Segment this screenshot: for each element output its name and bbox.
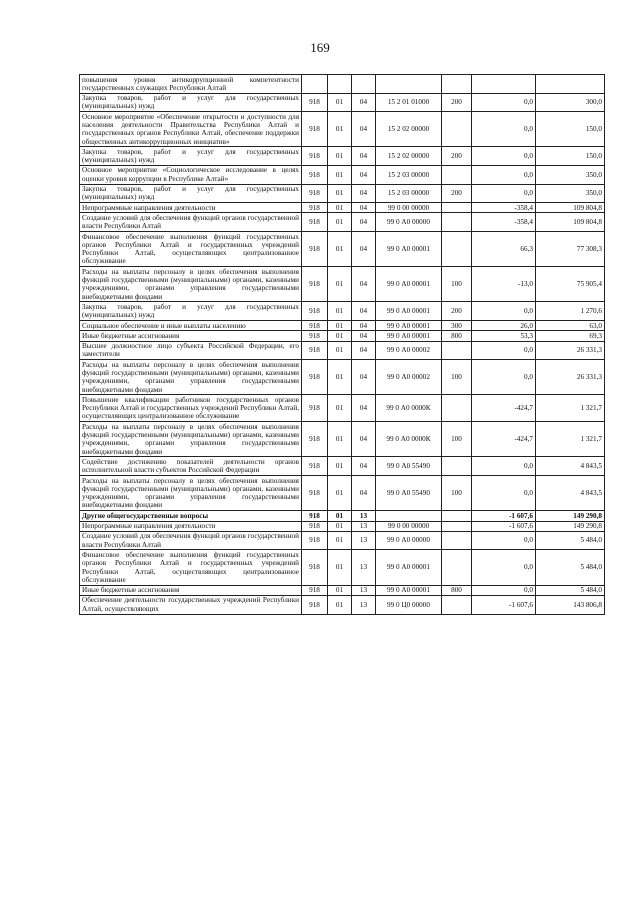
change-amount: 0,0	[472, 550, 536, 585]
expense-type-code	[442, 203, 472, 213]
expense-type-code: 300	[442, 321, 472, 331]
total-amount: 149 290,8	[536, 521, 605, 531]
total-amount: 1 321,7	[536, 422, 605, 457]
expense-type-code: 200	[442, 184, 472, 203]
change-amount: 66,3	[472, 232, 536, 267]
section-code: 01	[328, 213, 352, 232]
total-amount: 4 843,5	[536, 457, 605, 476]
administrator-code: 918	[302, 93, 328, 112]
total-amount: 350,0	[536, 184, 605, 203]
row-name: Иные бюджетные ассигнования	[80, 585, 302, 595]
administrator-code: 918	[302, 203, 328, 213]
total-amount: 5 484,0	[536, 531, 605, 550]
total-amount: 350,0	[536, 165, 605, 184]
administrator-code: 918	[302, 422, 328, 457]
total-amount: 149 290,8	[536, 511, 605, 521]
subsection-code: 04	[352, 395, 376, 422]
total-amount: 26 331,3	[536, 341, 605, 360]
expense-type-code: 200	[442, 147, 472, 166]
section-code: 01	[328, 395, 352, 422]
row-name: Непрограммные направления деятельности	[80, 203, 302, 213]
section-code: 01	[328, 302, 352, 321]
change-amount: 0,0	[472, 341, 536, 360]
expense-type-code	[442, 595, 472, 614]
target-article-code: 99 0 00 00000	[376, 203, 442, 213]
section-code: 01	[328, 422, 352, 457]
table-row	[80, 550, 605, 585]
table-row	[80, 321, 605, 331]
expense-type-code	[442, 165, 472, 184]
administrator-code: 918	[302, 550, 328, 585]
administrator-code: 918	[302, 112, 328, 147]
section-code: 01	[328, 531, 352, 550]
change-amount: 0,0	[472, 147, 536, 166]
change-amount: 0,0	[472, 457, 536, 476]
change-amount: 0,0	[472, 184, 536, 203]
table-row	[80, 341, 605, 360]
change-amount: 0,0	[472, 585, 536, 595]
total-amount: 5 484,0	[536, 550, 605, 585]
row-name: Создание условий для обеспечения функций органов государственной власти Республики Алтай	[80, 531, 302, 550]
total-amount: 5 484,0	[536, 585, 605, 595]
section-code: 01	[328, 112, 352, 147]
table-body	[80, 75, 605, 615]
change-amount: 0,0	[472, 531, 536, 550]
table-row	[80, 360, 605, 395]
target-article-code: 99 0 А0 00002	[376, 341, 442, 360]
subsection-code: 04	[352, 302, 376, 321]
target-article-code: 99 0 А0 00000	[376, 213, 442, 232]
table-row	[80, 165, 605, 184]
total-amount: 26 331,3	[536, 360, 605, 395]
table-row	[80, 267, 605, 302]
target-article-code: 15 2 03 00000	[376, 184, 442, 203]
table-row	[80, 147, 605, 166]
subsection-code: 04	[352, 93, 376, 112]
subsection-code: 13	[352, 521, 376, 531]
total-amount: 300,0	[536, 93, 605, 112]
change-amount	[472, 75, 536, 94]
table-row	[80, 232, 605, 267]
administrator-code: 918	[302, 331, 328, 341]
expense-type-code	[442, 112, 472, 147]
row-name: Финансовое обеспечение выполнения функций государственных органов Республики Алтай и государственных учреждений Республики Алтай, осуществляющих централизованное обслуживание	[80, 232, 302, 267]
subsection-code: 04	[352, 267, 376, 302]
section-code: 01	[328, 511, 352, 521]
total-amount: 150,0	[536, 147, 605, 166]
row-name: Содействие достижению показателей деятельности органов исполнительной власти субъектов Российской Федерации	[80, 457, 302, 476]
table-row	[80, 476, 605, 511]
expense-type-code	[442, 531, 472, 550]
administrator-code: 918	[302, 585, 328, 595]
total-amount: 4 843,5	[536, 476, 605, 511]
table-row	[80, 422, 605, 457]
row-name: Финансовое обеспечение выполнения функций государственных органов Республики Алтай и государственных учреждений Республики Алтай, осуществляющих централизованное обслуживание	[80, 550, 302, 585]
total-amount: 150,0	[536, 112, 605, 147]
total-amount: 77 308,3	[536, 232, 605, 267]
change-amount: 26,0	[472, 321, 536, 331]
administrator-code: 918	[302, 267, 328, 302]
row-name: Закупка товаров, работ и услуг для государственных (муниципальных) нужд	[80, 184, 302, 203]
subsection-code: 04	[352, 321, 376, 331]
row-name: Закупка товаров, работ и услуг для государственных (муниципальных) нужд	[80, 147, 302, 166]
subsection-code: 04	[352, 184, 376, 203]
row-name: Основное мероприятие «Социологическое исследование в целях оценки уровня коррупции в Республике Алтай»	[80, 165, 302, 184]
table-row	[80, 395, 605, 422]
subsection-code: 04	[352, 360, 376, 395]
row-name: повышения уровня антикоррупционной компетентности государственных служащих Республики Алтай	[80, 75, 302, 94]
expense-type-code	[442, 550, 472, 585]
subsection-code: 04	[352, 422, 376, 457]
target-article-code: 15 2 01 01000	[376, 93, 442, 112]
administrator-code: 918	[302, 511, 328, 521]
expense-type-code: 200	[442, 93, 472, 112]
target-article-code: 99 0 А0 00001	[376, 331, 442, 341]
table-row	[80, 585, 605, 595]
expense-type-code: 800	[442, 585, 472, 595]
total-amount: 1 321,7	[536, 395, 605, 422]
target-article-code: 15 2 03 00000	[376, 165, 442, 184]
target-article-code: 15 2 02 00000	[376, 147, 442, 166]
expense-type-code: 800	[442, 331, 472, 341]
administrator-code: 918	[302, 213, 328, 232]
section-code: 01	[328, 165, 352, 184]
administrator-code	[302, 75, 328, 94]
change-amount: -424,7	[472, 395, 536, 422]
row-name: Расходы на выплаты персоналу в целях обеспечения выполнения функций государственными (муниципальными) органами, казенными учреждениями, органами управления государственными внебюджетными фондами	[80, 267, 302, 302]
row-name: Закупка товаров, работ и услуг для государственных (муниципальных) нужд	[80, 93, 302, 112]
section-code: 01	[328, 232, 352, 267]
target-article-code	[376, 511, 442, 521]
total-amount: 109 804,8	[536, 203, 605, 213]
total-amount	[536, 75, 605, 94]
expense-type-code	[442, 75, 472, 94]
row-name: Закупка товаров, работ и услуг для государственных (муниципальных) нужд	[80, 302, 302, 321]
total-amount: 143 806,8	[536, 595, 605, 614]
expense-type-code	[442, 232, 472, 267]
change-amount: 0,0	[472, 93, 536, 112]
total-amount: 69,3	[536, 331, 605, 341]
table-row	[80, 213, 605, 232]
administrator-code: 918	[302, 232, 328, 267]
table-row	[80, 203, 605, 213]
target-article-code: 99 0 А0 00002	[376, 360, 442, 395]
table-row	[80, 302, 605, 321]
change-amount: 0,0	[472, 360, 536, 395]
administrator-code: 918	[302, 321, 328, 331]
row-name: Расходы на выплаты персоналу в целях обеспечения выполнения функций государственными (муниципальными) органами, казенными учреждениями, органами управления государственными внебюджетными фондами	[80, 476, 302, 511]
row-name: Высшее должностное лицо субъекта Российской Федерации, его заместители	[80, 341, 302, 360]
expense-type-code	[442, 521, 472, 531]
expense-type-code: 100	[442, 360, 472, 395]
administrator-code: 918	[302, 457, 328, 476]
target-article-code: 99 0 Ц0 00000	[376, 595, 442, 614]
expense-type-code	[442, 341, 472, 360]
table-row	[80, 511, 605, 521]
row-name: Обеспечение деятельности государственных учреждений Республики Алтай, осуществляющих	[80, 595, 302, 614]
administrator-code: 918	[302, 595, 328, 614]
subsection-code: 04	[352, 213, 376, 232]
change-amount: -424,7	[472, 422, 536, 457]
change-amount: 0,0	[472, 112, 536, 147]
table-row	[80, 457, 605, 476]
table-row	[80, 93, 605, 112]
change-amount: -1 607,6	[472, 511, 536, 521]
section-code: 01	[328, 360, 352, 395]
section-code: 01	[328, 521, 352, 531]
expense-type-code: 200	[442, 302, 472, 321]
change-amount: -1 607,6	[472, 595, 536, 614]
target-article-code: 15 2 02 00000	[376, 112, 442, 147]
section-code: 01	[328, 595, 352, 614]
subsection-code: 13	[352, 511, 376, 521]
table-row	[80, 595, 605, 614]
section-code: 01	[328, 147, 352, 166]
subsection-code: 13	[352, 531, 376, 550]
row-name: Непрограммные направления деятельности	[80, 521, 302, 531]
subsection-code: 04	[352, 147, 376, 166]
section-code: 01	[328, 184, 352, 203]
administrator-code: 918	[302, 360, 328, 395]
expense-type-code: 100	[442, 422, 472, 457]
subsection-code: 04	[352, 232, 376, 267]
section-code: 01	[328, 550, 352, 585]
target-article-code: 99 0 А0 55490	[376, 476, 442, 511]
subsection-code: 04	[352, 457, 376, 476]
subsection-code: 04	[352, 165, 376, 184]
administrator-code: 918	[302, 395, 328, 422]
target-article-code: 99 0 А0 00001	[376, 232, 442, 267]
row-name: Социальное обеспечение и иные выплаты населению	[80, 321, 302, 331]
subsection-code: 13	[352, 550, 376, 585]
expense-type-code: 100	[442, 267, 472, 302]
change-amount: 0,0	[472, 476, 536, 511]
subsection-code: 13	[352, 595, 376, 614]
total-amount: 109 804,8	[536, 213, 605, 232]
section-code: 01	[328, 457, 352, 476]
target-article-code: 99 0 А0 00001	[376, 550, 442, 585]
section-code: 01	[328, 341, 352, 360]
change-amount: 0,0	[472, 302, 536, 321]
expense-type-code	[442, 511, 472, 521]
target-article-code: 99 0 А0 00001	[376, 321, 442, 331]
target-article-code: 99 0 А0 0000К	[376, 395, 442, 422]
change-amount: -358,4	[472, 213, 536, 232]
change-amount: -13,0	[472, 267, 536, 302]
subsection-code: 04	[352, 341, 376, 360]
total-amount: 63,0	[536, 321, 605, 331]
change-amount: -358,4	[472, 203, 536, 213]
change-amount: -1 607,6	[472, 521, 536, 531]
section-code: 01	[328, 585, 352, 595]
expense-type-code	[442, 457, 472, 476]
administrator-code: 918	[302, 147, 328, 166]
expense-type-code	[442, 213, 472, 232]
total-amount: 75 905,4	[536, 267, 605, 302]
target-article-code: 99 0 А0 00001	[376, 302, 442, 321]
row-name: Расходы на выплаты персоналу в целях обеспечения выполнения функций государственными (муниципальными) органами, казенными учреждениями, органами управления государственными внебюджетными фондами	[80, 360, 302, 395]
row-name: Основное мероприятие «Обеспечение открытости и доступности для населения деятельности Правительства Республики Алтай и государственных органов Республики Алтай, обеспечение поддержки общественных антикоррупционных инициатив»	[80, 112, 302, 147]
target-article-code: 99 0 А0 00000	[376, 531, 442, 550]
target-article-code: 99 0 А0 0000К	[376, 422, 442, 457]
administrator-code: 918	[302, 476, 328, 511]
section-code: 01	[328, 321, 352, 331]
administrator-code: 918	[302, 521, 328, 531]
section-code	[328, 75, 352, 94]
page-number: 169	[310, 40, 330, 55]
administrator-code: 918	[302, 165, 328, 184]
table-row	[80, 521, 605, 531]
target-article-code: 99 0 А0 55490	[376, 457, 442, 476]
subsection-code: 04	[352, 331, 376, 341]
subsection-code: 13	[352, 585, 376, 595]
administrator-code: 918	[302, 341, 328, 360]
administrator-code: 918	[302, 531, 328, 550]
row-name: Создание условий для обеспечения функций органов государственной власти Республики Алтай	[80, 213, 302, 232]
section-code: 01	[328, 93, 352, 112]
subsection-code: 04	[352, 203, 376, 213]
subsection-code: 04	[352, 476, 376, 511]
expense-type-code	[442, 395, 472, 422]
section-code: 01	[328, 331, 352, 341]
target-article-code: 99 0 А0 00001	[376, 267, 442, 302]
budget-table	[79, 74, 605, 615]
row-name: Иные бюджетные ассигнования	[80, 331, 302, 341]
row-name: Повышение квалификации работников государственных органов Республики Алтай и государственных учреждений Республики Алтай, осуществляющих централизованное обслуживание	[80, 395, 302, 422]
section-code: 01	[328, 476, 352, 511]
table-row	[80, 75, 605, 94]
expense-type-code: 100	[442, 476, 472, 511]
table-row	[80, 331, 605, 341]
target-article-code	[376, 75, 442, 94]
change-amount: 53,3	[472, 331, 536, 341]
subsection-code: 04	[352, 112, 376, 147]
section-code: 01	[328, 203, 352, 213]
section-code: 01	[328, 267, 352, 302]
table-row	[80, 112, 605, 147]
table-row	[80, 531, 605, 550]
row-name: Другие общегосударственные вопросы	[80, 511, 302, 521]
total-amount: 1 270,6	[536, 302, 605, 321]
table-row	[80, 184, 605, 203]
change-amount: 0,0	[472, 165, 536, 184]
target-article-code: 99 0 А0 00001	[376, 585, 442, 595]
administrator-code: 918	[302, 184, 328, 203]
row-name: Расходы на выплаты персоналу в целях обеспечения выполнения функций государственными (муниципальными) органами, казенными учреждениями, органами управления государственными внебюджетными фондами	[80, 422, 302, 457]
subsection-code	[352, 75, 376, 94]
administrator-code: 918	[302, 302, 328, 321]
target-article-code: 99 0 00 00000	[376, 521, 442, 531]
